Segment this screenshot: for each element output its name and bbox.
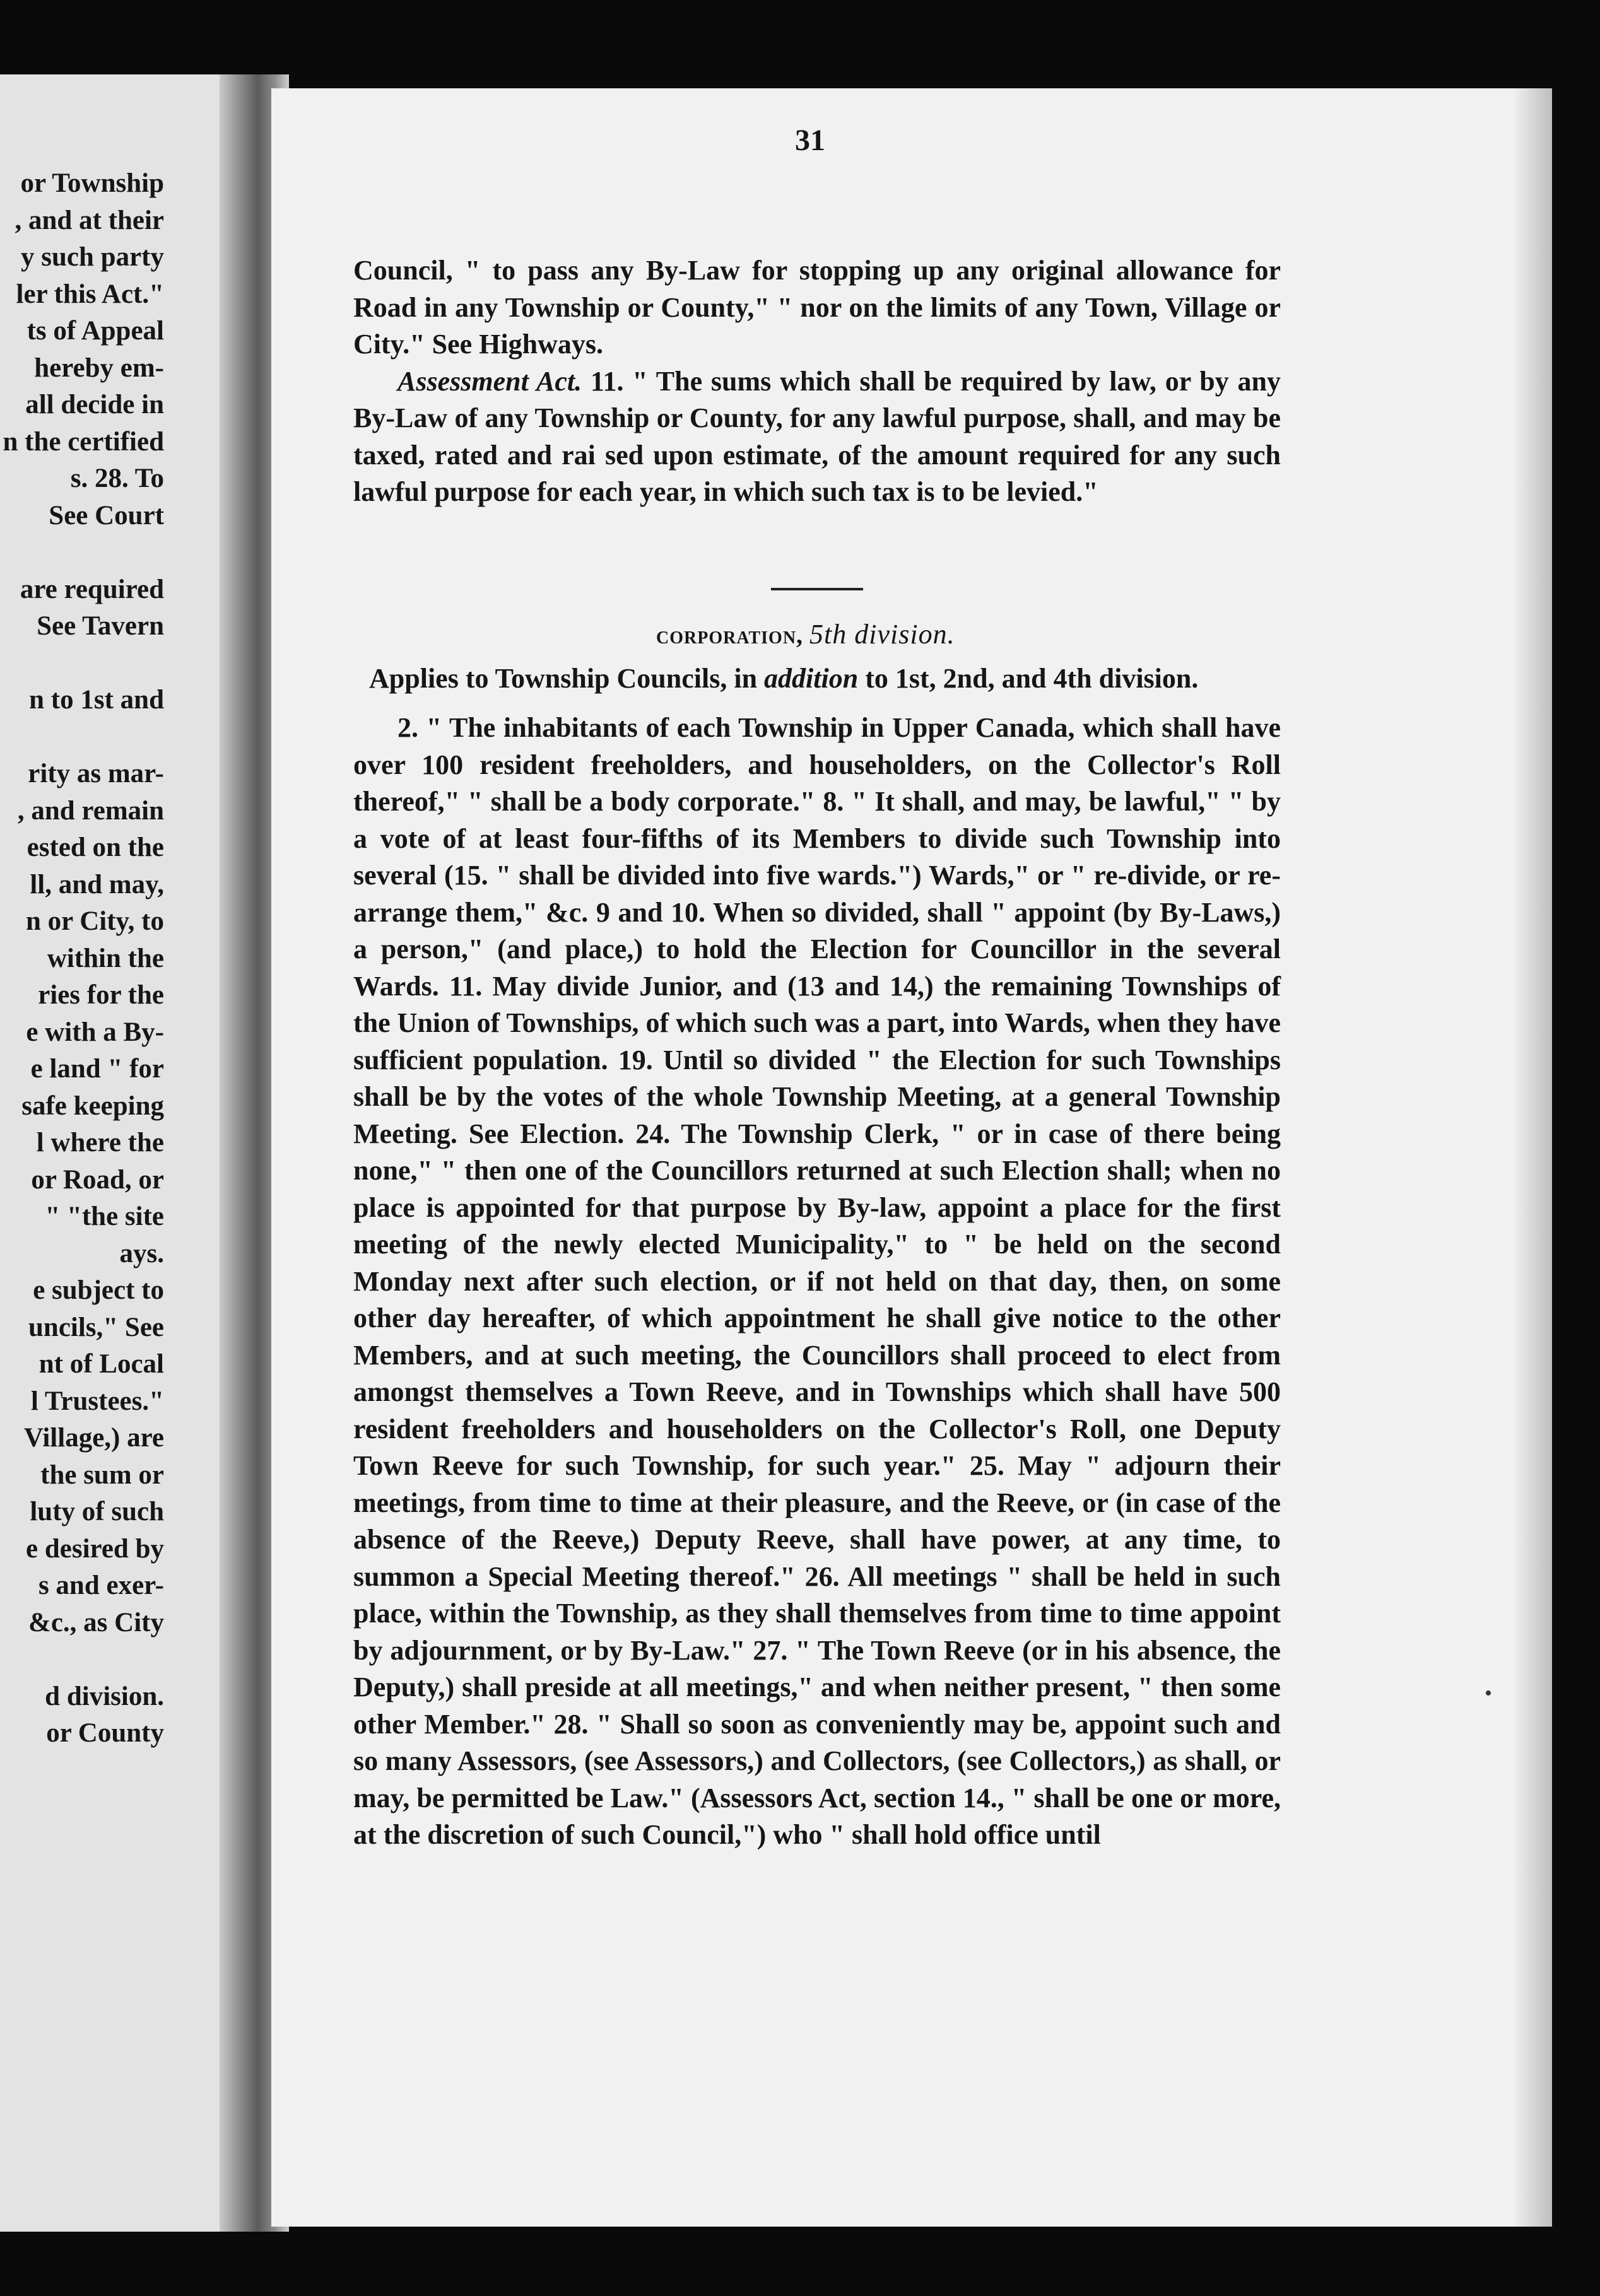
opening-text (353, 252, 1281, 511)
left-page-line: safe keeping (21, 1091, 164, 1121)
main-text (353, 710, 1281, 1854)
left-page-line: or Township (20, 168, 164, 198)
left-page-line: ries for the (38, 980, 164, 1010)
left-page-line: s. 28. To (70, 464, 164, 493)
page-edge (1514, 88, 1552, 2227)
left-page-line: or County (46, 1718, 164, 1748)
left-page-line: ler this Act." (16, 279, 164, 309)
section-heading (656, 618, 955, 650)
left-page-line: , and remain (17, 795, 164, 826)
left-page-line: n to 1st and (29, 685, 164, 715)
section-divider (771, 588, 863, 590)
left-page-line: e desired by (26, 1533, 164, 1564)
paragraph-1: Council, " to pass any By-Law for stopping up any original allowance for Road in any Township or County," " nor on the limits of any Town, Village or City." See Highways. (353, 255, 1281, 360)
left-page-line: d division. (45, 1681, 164, 1711)
left-page-line: n the certified (3, 426, 164, 457)
left-page-line: or Road, or (31, 1164, 164, 1195)
left-page-line: l where the (36, 1128, 164, 1157)
left-page-line: luty of such (30, 1497, 164, 1526)
left-page-line: nt of Local (38, 1349, 164, 1379)
applies-pre: Applies to Township Councils, in (369, 663, 765, 694)
section-heading-caps: corporation, (656, 621, 804, 649)
section-heading-italic: 5th division. (809, 619, 955, 650)
speck (1486, 1690, 1491, 1696)
left-page-line: ll, and may, (30, 869, 164, 899)
left-page-line: ays. (119, 1238, 164, 1268)
left-page-line: See Tavern (37, 611, 164, 641)
paragraph-2-label: Assessment Act. (397, 365, 582, 397)
page-number: 31 (795, 124, 825, 157)
left-page-line: uncils," See (28, 1312, 164, 1342)
left-page-line: e land " for (30, 1054, 164, 1084)
left-page-line: &c., as City (28, 1607, 164, 1637)
left-page-line: , and at their (15, 205, 164, 235)
applies-italic: addition (764, 663, 859, 694)
left-page-line: ts of Appeal (26, 316, 164, 346)
left-page-line: within the (47, 943, 164, 973)
left-page-line: n or City, to (26, 906, 164, 936)
left-page-line: e subject to (33, 1275, 164, 1305)
applies-post: to 1st, 2nd, and 4th division. (858, 663, 1199, 694)
left-page-line: y such party (21, 242, 164, 272)
left-page-line: s and exer- (38, 1571, 164, 1600)
left-page-line: See Court (49, 500, 164, 530)
left-page-line: l Trustees." (31, 1386, 164, 1416)
left-page-line: are required (20, 574, 164, 604)
left-page-line: rity as mar- (28, 759, 164, 788)
left-page-line: hereby em- (34, 353, 164, 383)
paragraph-2-text: 11. " The sums which shall be required by law, or by any By-Law of any Township or County, for any lawful purpose, shall, and may be taxed, rated and rai sed upon estimate, of the amount required for any such lawful purpose for each year, in which such tax is to be levied." (353, 365, 1281, 507)
left-page-line: Village,) are (23, 1423, 164, 1453)
main-paragraph: 2. " The inhabitants of each Township in Upper Canada, which shall have over 100 resident freeholders, and householders, on the Collector's Roll thereof," " shall be a body corporate." 8. " It shall, and may, be lawful," " by a vote of at least four-fifths of its Members to divide such Township into several (15. " shall be divided into five wards.") Wards," or " re-divide, or re-arrange them," &c. 9 and 10. When so divided, shall " appoint (by By-Laws,) a person," (and place,) to hold the Election for Councillor in the several Wards. 11. May divide Junior, and (13 and 14,) the remaining Townships of the Union of Townships, of which such was a part, into Wards, when they have sufficient population. 19. Until so divided " the Election for such Townships shall be by the votes of the whole Township Meeting, at a general Township Meeting. See Election. 24. The Township Clerk, " or in case of there being none," " then one of the Councillors returned at such Election shall; when no place is appointed for that purpose by By-law, appoint a place for the first meeting of the newly elected Municipality," to " be held on the second Monday next after such election, or if not held on that day, then, on some other day hereafter, of which appointment he shall give notice to the other Members, and at such meeting, the Councillors shall proceed to elect from amongst themselves a Town Reeve, and in Townships which shall have 500 resident freeholders and householders on the Collector's Roll, one Deputy Town Reeve for such Township, for such year." 25. May " adjourn their meetings, from time to time at their pleasure, and the Reeve, or (in case of the absence of the Reeve,) Deputy Reeve, shall have power, at any time, to summon a Special Meeting thereof." 26. All meetings " shall be held in such place, within the Township, as they shall themselves from time to time appoint by adjournment, or by By-Law." 27. " The Town Reeve (or in his absence, the Deputy,) shall preside at all meetings," and when neither present, " then some other Member." 28. " Shall so soon as conveniently may be, appoint such and so many Assessors, (see Assessors,) and Collectors, (see Collectors,) as shall, or may, be permitted be Law." (Assessors Act, section 14., " shall be one or more, at the discretion of such Council,") who " shall hold office until (353, 712, 1281, 1850)
left-page-line: the sum or (40, 1460, 164, 1490)
left-page-line: e with a By- (26, 1017, 164, 1047)
paragraph-2 (353, 363, 1281, 511)
left-page-line: all decide in (25, 390, 164, 419)
left-page-line: ested on the (26, 833, 164, 862)
left-page-line: " "the site (45, 1202, 164, 1231)
applies-line (369, 662, 1198, 694)
